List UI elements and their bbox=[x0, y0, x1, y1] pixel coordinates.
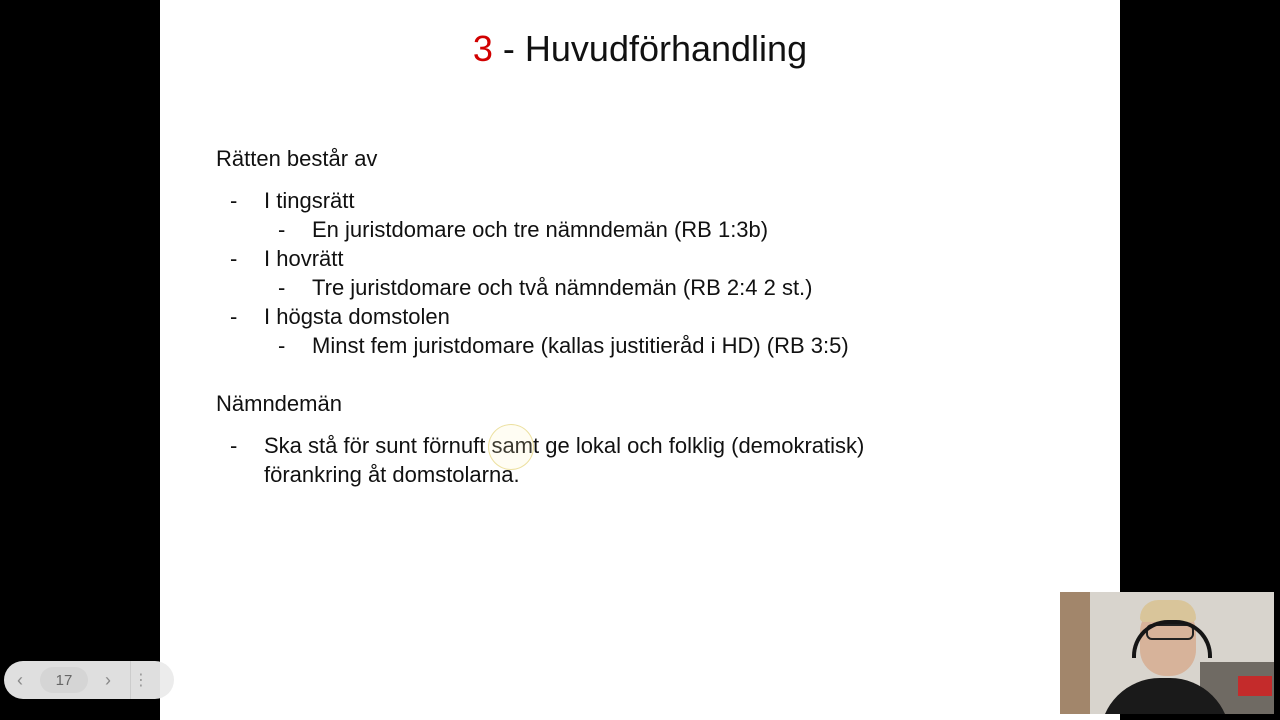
bullet-tingsratt: I tingsrätt bbox=[264, 188, 355, 213]
bullet-dash: - bbox=[278, 275, 286, 300]
bullet-namndeman-line2: förankring åt domstolarna. bbox=[264, 462, 520, 487]
bullet-dash: - bbox=[230, 304, 238, 329]
slide-navigation bbox=[4, 661, 174, 699]
sub-bullet-tingsratt: En juristdomare och tre nämndemän (RB 1:3b) bbox=[312, 217, 769, 242]
section-heading-namndeman: Nämndemän bbox=[216, 391, 342, 416]
chevron-right-icon[interactable]: › bbox=[105, 669, 111, 690]
bullet-hogsta-domstolen: I högsta domstolen bbox=[264, 304, 450, 329]
laser-pointer-highlight bbox=[488, 424, 534, 470]
slide-title-text: - Huvudförhandling bbox=[492, 28, 808, 69]
bullet-dash: - bbox=[230, 246, 238, 271]
more-vertical-icon[interactable]: ⋮ bbox=[130, 661, 151, 699]
sub-bullet-hovratt: Tre juristdomare och två nämndemän (RB 2:4 2 st.) bbox=[312, 275, 813, 300]
bullet-hovratt: I hovrätt bbox=[264, 246, 344, 271]
section-heading-ratten: Rätten består av bbox=[216, 146, 378, 171]
page-number[interactable]: 17 bbox=[40, 667, 88, 693]
webcam-video bbox=[1060, 592, 1274, 714]
sub-bullet-hogsta-domstolen: Minst fem juristdomare (kallas justitieråd i HD) (RB 3:5) bbox=[312, 333, 849, 358]
webcam-red-object bbox=[1238, 676, 1272, 696]
bullet-namndeman-line1: Ska stå för sunt förnuft samt ge lokal och folklig (demokratisk) bbox=[264, 433, 865, 458]
slide-title-number: 3 bbox=[472, 28, 493, 69]
bullet-dash: - bbox=[278, 333, 286, 358]
presenter-hair bbox=[1140, 600, 1196, 622]
bullet-dash: - bbox=[230, 188, 238, 213]
slide bbox=[160, 0, 1120, 720]
slide-title bbox=[160, 28, 1120, 70]
bullet-dash: - bbox=[278, 217, 286, 242]
bullet-dash: - bbox=[230, 433, 238, 458]
chevron-left-icon[interactable]: ‹ bbox=[17, 669, 23, 690]
